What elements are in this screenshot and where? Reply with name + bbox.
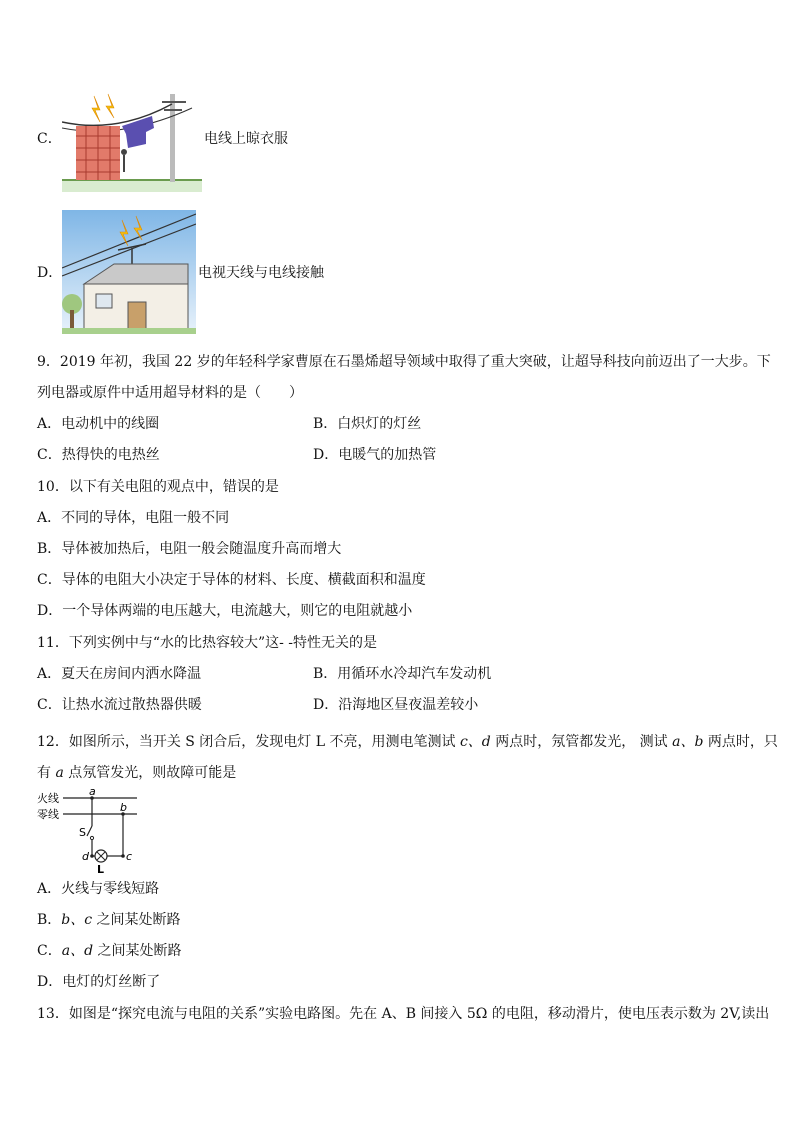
clothes-on-wire-illustration [62, 88, 202, 192]
q9-stem-line2: 列电器或原件中适用超导材料的是（ ） [37, 385, 303, 401]
q12-option-d: D．电灯的灯丝断了 [37, 974, 161, 990]
circuit-point-d: d [82, 850, 89, 863]
option-c-caption: 电线上晾衣服 [204, 131, 288, 147]
circuit-point-c: c [126, 850, 133, 863]
q9-option-a: A．电动机中的线圈 [37, 416, 160, 432]
q13-stem: 13．如图是“探究电流与电阻的关系”实验电路图。先在 A、B 间接入 5Ω 的电阻，移动滑片，使电压表示数为 2V,读出 [37, 1006, 770, 1022]
q12-option-a: A．火线与零线短路 [37, 881, 160, 897]
q12-stem-line2: 有 a 点氖管发光，则故障可能是 [37, 765, 237, 781]
circuit-point-a: a [89, 786, 96, 798]
antenna-touching-wire-illustration [62, 210, 196, 334]
q11-stem: 11．下列实例中与“水的比热容较大”这- -特性无关的是 [37, 635, 378, 651]
circuit-switch-label: S [79, 826, 86, 839]
q12-circuit-diagram [37, 786, 141, 876]
q11-option-b: B．用循环水冷却汽车发动机 [313, 666, 492, 682]
q10-option-a: A．不同的导体，电阻一般不同 [37, 510, 230, 526]
circuit-point-b: b [120, 801, 127, 814]
circuit-label-live: 火线 [37, 792, 59, 805]
q9-option-c: C．热得快的电热丝 [37, 447, 160, 463]
circuit-lamp-label: L [97, 863, 105, 876]
q11-option-a: A．夏天在房间内洒水降温 [37, 666, 202, 682]
option-d-letter: D． [37, 265, 63, 281]
option-c-letter: C． [37, 131, 62, 147]
q9-stem-line1: 9．2019 年初，我国 22 岁的年轻科学家曹原在石墨烯超导领域中取得了重大突破，让超导科技向前迈出了一大步。下 [37, 354, 771, 370]
q10-option-d: D．一个导体两端的电压越大，电流越大，则它的电阻就越小 [37, 603, 413, 619]
q10-stem: 10．以下有关电阻的观点中，错误的是 [37, 479, 279, 495]
q9-option-d: D．电暖气的加热管 [313, 447, 437, 463]
q12-option-b: B．b、c 之间某处断路 [37, 912, 181, 928]
q10-option-b: B．导体被加热后，电阻一般会随温度升高而增大 [37, 541, 342, 557]
circuit-label-neutral: 零线 [37, 808, 59, 821]
q9-option-b: B．白炽灯的灯丝 [313, 416, 422, 432]
option-d-caption: 电视天线与电线接触 [198, 265, 324, 281]
q12-stem-line1: 12．如图所示，当开关 S 闭合后，发现电灯 L 不亮，用测电笔测试 c、d 两点时，氖管都发光， 测试 a、b 两点时，只 [37, 734, 778, 750]
q11-option-c: C．让热水流过散热器供暖 [37, 697, 202, 713]
q12-option-c: C．a、d 之间某处断路 [37, 943, 182, 959]
q11-option-d: D．沿海地区昼夜温差较小 [313, 697, 479, 713]
q10-option-c: C．导体的电阻大小决定于导体的材料、长度、横截面积和温度 [37, 572, 426, 588]
